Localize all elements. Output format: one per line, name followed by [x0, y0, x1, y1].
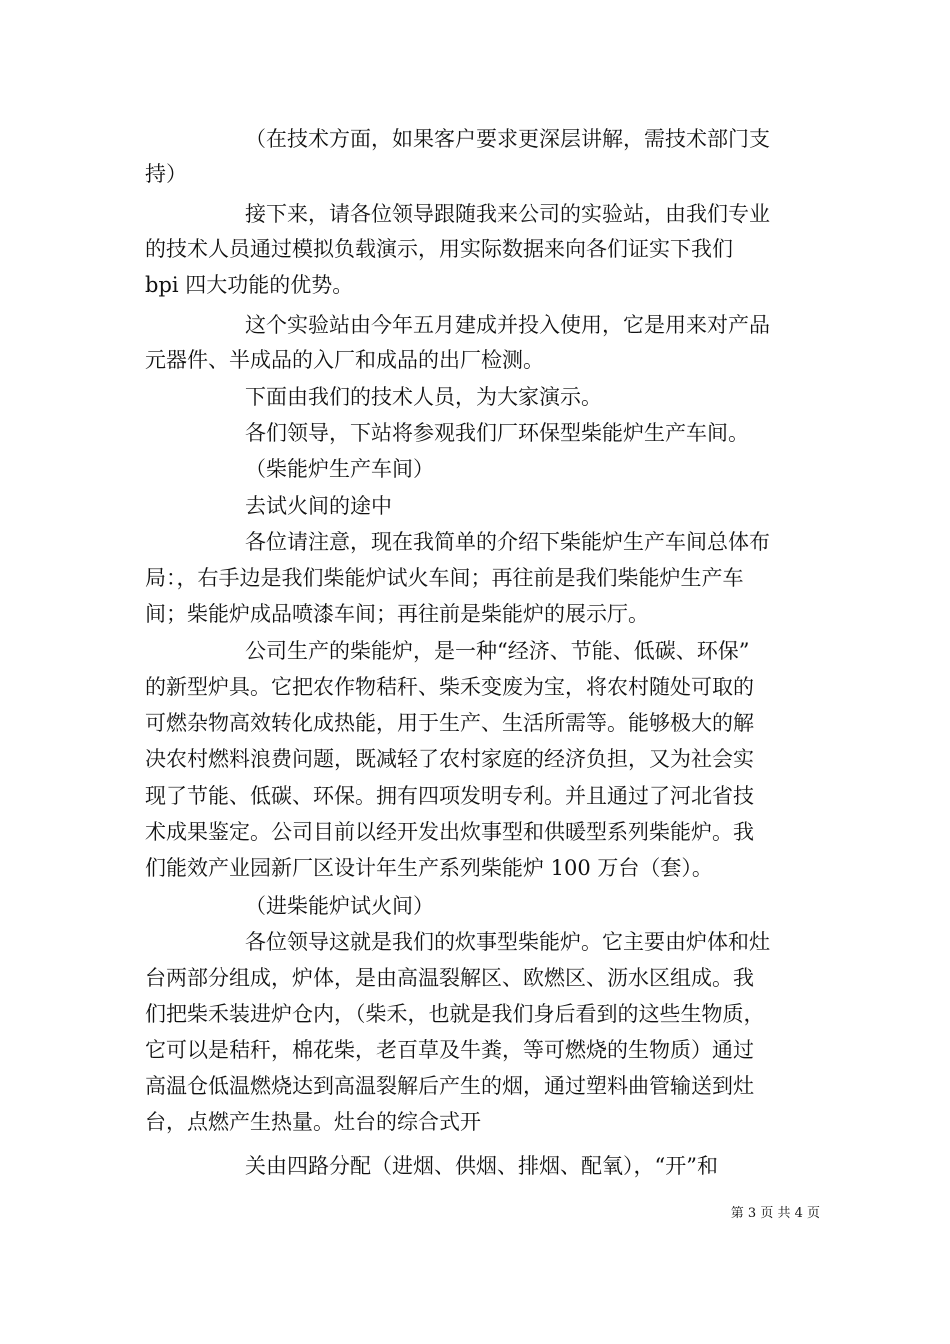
- text-line: 术成果鉴定。公司目前以经开发出炊事型和供暖型系列柴能炉。我: [145, 820, 754, 844]
- text-line: 局：，右手边是我们柴能炉试火车间；再往前是我们柴能炉生产车: [145, 566, 744, 590]
- text-line: 公司生产的柴能炉，是一种“经济、节能、低碳、环保”: [245, 639, 750, 663]
- text-line: 关由四路分配（进烟、供烟、排烟、配氧），“开”和: [245, 1154, 718, 1178]
- text-line: 各位请注意，现在我简单的介绍下柴能炉生产车间总体布: [245, 530, 770, 554]
- text-line: （在技术方面，如果客户要求更深层讲解，需技术部门支: [245, 127, 770, 151]
- text-line: 持）: [145, 162, 187, 186]
- text-line: 各位领导这就是我们的炊事型柴能炉。它主要由炉体和灶: [245, 930, 770, 954]
- text-line: （柴能炉生产车间）: [245, 457, 434, 481]
- text-line: 现了节能、低碳、环保。拥有四项发明专利。并且通过了河北省技: [145, 784, 754, 808]
- text-line: bpi 四大功能的优势。: [145, 273, 354, 297]
- text-line: 台两部分组成，炉体，是由高温裂解区、欧燃区、沥水区组成。我: [145, 966, 754, 990]
- page-number: 第 3 页 共 4 页: [730, 1206, 820, 1221]
- text-line: 高温仓低温燃烧达到高温裂解后产生的烟，通过塑料曲管输送到灶: [145, 1074, 754, 1098]
- text-line: （进柴能炉试火间）: [245, 894, 434, 918]
- text-line: 的新型炉具。它把农作物秸秆、柴禾变废为宝，将农村随处可取的: [145, 675, 754, 699]
- text-line: 可燃杂物高效转化成热能，用于生产、生活所需等。能够极大的解: [145, 711, 754, 735]
- text-line: 们把柴禾装进炉仓内，（柴禾，也就是我们身后看到的这些生物质，: [145, 1002, 765, 1026]
- text-line: 下面由我们的技术人员，为大家演示。: [245, 385, 602, 409]
- text-line: 去试火间的途中: [245, 494, 392, 518]
- text-line: 的技术人员通过模拟负载演示，用实际数据来向各们证实下我们: [145, 237, 733, 261]
- text-line: 台，点燃产生热量。灶台的综合式开: [145, 1110, 481, 1134]
- text-line: 决农村燃料浪费问题，既减轻了农村家庭的经济负担，又为社会实: [145, 747, 754, 771]
- text-line: 元器件、半成品的入厂和成品的出厂检测。: [145, 348, 544, 372]
- text-line: 接下来，请各位领导跟随我来公司的实验站，由我们专业: [245, 202, 770, 226]
- text-line: 这个实验站由今年五月建成并投入使用，它是用来对产品: [245, 313, 770, 337]
- text-line: 间；柴能炉成品喷漆车间；再往前是柴能炉的展示厅。: [145, 602, 649, 626]
- text-line: 各们领导，下站将参观我们厂环保型柴能炉生产车间。: [245, 421, 749, 445]
- text-line: 们能效产业园新厂区设计年生产系列柴能炉 100 万台（套）。: [145, 856, 713, 880]
- text-line: 它可以是秸秆，棉花柴，老百草及牛粪，等可燃烧的生物质）通过: [145, 1038, 754, 1062]
